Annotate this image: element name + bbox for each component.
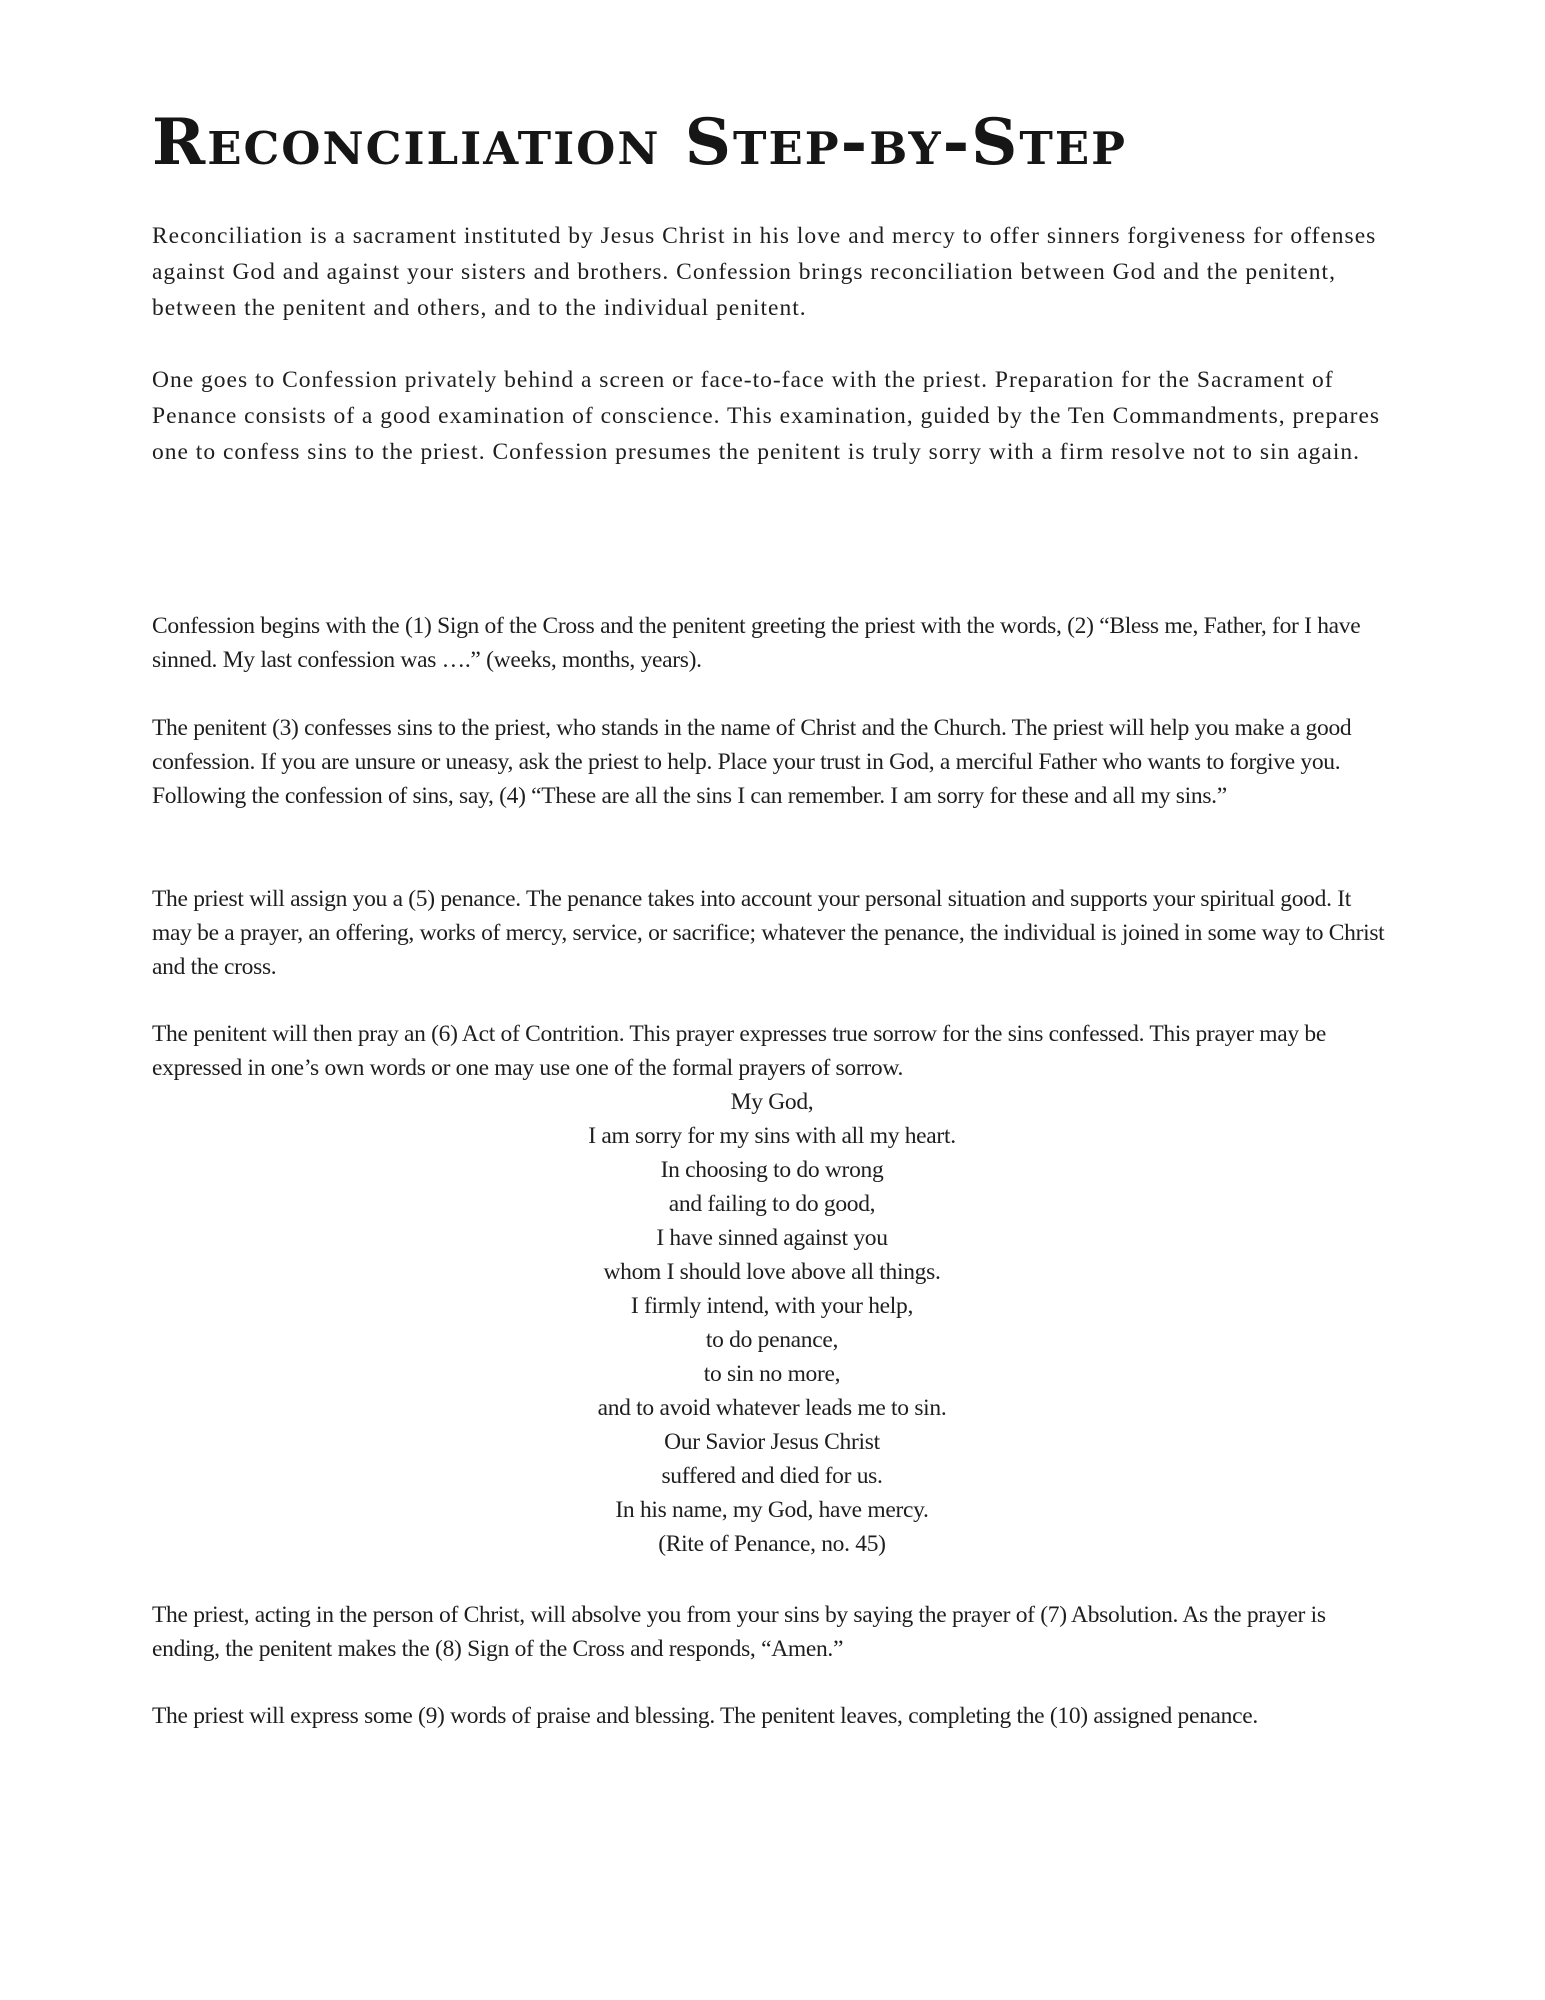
prayer-line: whom I should love above all things.: [603, 1259, 941, 1285]
step-paragraph-absolution: The priest, acting in the person of Christ, will absolve you from your sins by saying the prayer of (7) Absolution. As the prayer is ending, the penitent makes the (8) Sign of the Cross and responds, “Amen.”: [152, 1602, 1326, 1662]
title-word-reconciliation: Reconciliation: [152, 105, 661, 180]
act-of-contrition-prayer: [152, 1085, 1392, 1561]
step-paragraph-penance: The priest will assign you a (5) penance. The penance takes into account your personal situation and supports your spiritual good. It may be a prayer, an offering, works of mercy, service, or sacrifice; whatever the penance, the individual is joined in some way to Christ and the cross.: [152, 886, 1385, 980]
step-paragraph-sign-of-cross: Confession begins with the (1) Sign of the Cross and the penitent greeting the priest with the words, (2) “Bless me, Father, for I have sinned. My last confession was ….” (weeks, months, years).: [152, 613, 1361, 673]
step-paragraph-confession: The penitent (3) confesses sins to the priest, who stands in the name of Christ and the Church. The priest will help you make a good confession. If you are unsure or uneasy, ask the priest to help. Place your trust in God, a merciful Father who wants to forgive you. Following the confession of sins, say, (4) “These are all the sins I can remember. I am sorry for these and all my sins.”: [152, 715, 1352, 809]
step-paragraph-blessing: The priest will express some (9) words of praise and blessing. The penitent leaves, completing the (10) assigned penance.: [152, 1703, 1258, 1729]
intro-paragraph-2: One goes to Confession privately behind a screen or face-to-face with the priest. Preparation for the Sacrament of Penance consists of a good examination of conscience. This examination, guided by the Ten Commandments, prepares one to confess sins to the priest. Confession presumes the penitent is truly sorry with a firm resolve not to sin again.: [152, 367, 1381, 465]
page-title: [152, 103, 1127, 183]
prayer-line: I have sinned against you: [656, 1225, 888, 1251]
prayer-line: I firmly intend, with your help,: [630, 1293, 914, 1319]
prayer-line: Our Savior Jesus Christ: [664, 1429, 880, 1455]
title-word-step-by-step: Step-by-Step: [684, 105, 1127, 180]
prayer-line: I am sorry for my sins with all my heart.: [588, 1123, 956, 1149]
intro-paragraph-1: Reconciliation is a sacrament instituted by Jesus Christ in his love and mercy to offer sinners forgiveness for offenses against God and against your sisters and brothers. Confession brings reconciliation between God and the penitent, between the penitent and others, and to the individual penitent.: [152, 223, 1377, 321]
prayer-line: My God,: [730, 1089, 814, 1115]
prayer-line: suffered and died for us.: [661, 1463, 883, 1489]
prayer-line: and to avoid whatever leads me to sin.: [597, 1395, 947, 1421]
prayer-line: and failing to do good,: [668, 1191, 876, 1217]
step-paragraph-act-of-contrition: The penitent will then pray an (6) Act of Contrition. This prayer expresses true sorrow for the sins confessed. This prayer may be expressed in one’s own words or one may use one of the formal prayers of sorrow.: [152, 1021, 1326, 1081]
prayer-citation: (Rite of Penance, no. 45): [658, 1531, 886, 1557]
prayer-line: to sin no more,: [703, 1361, 841, 1387]
prayer-line: In his name, my God, have mercy.: [615, 1497, 929, 1523]
prayer-line: In choosing to do wrong: [660, 1157, 884, 1183]
prayer-line: to do penance,: [705, 1327, 839, 1353]
